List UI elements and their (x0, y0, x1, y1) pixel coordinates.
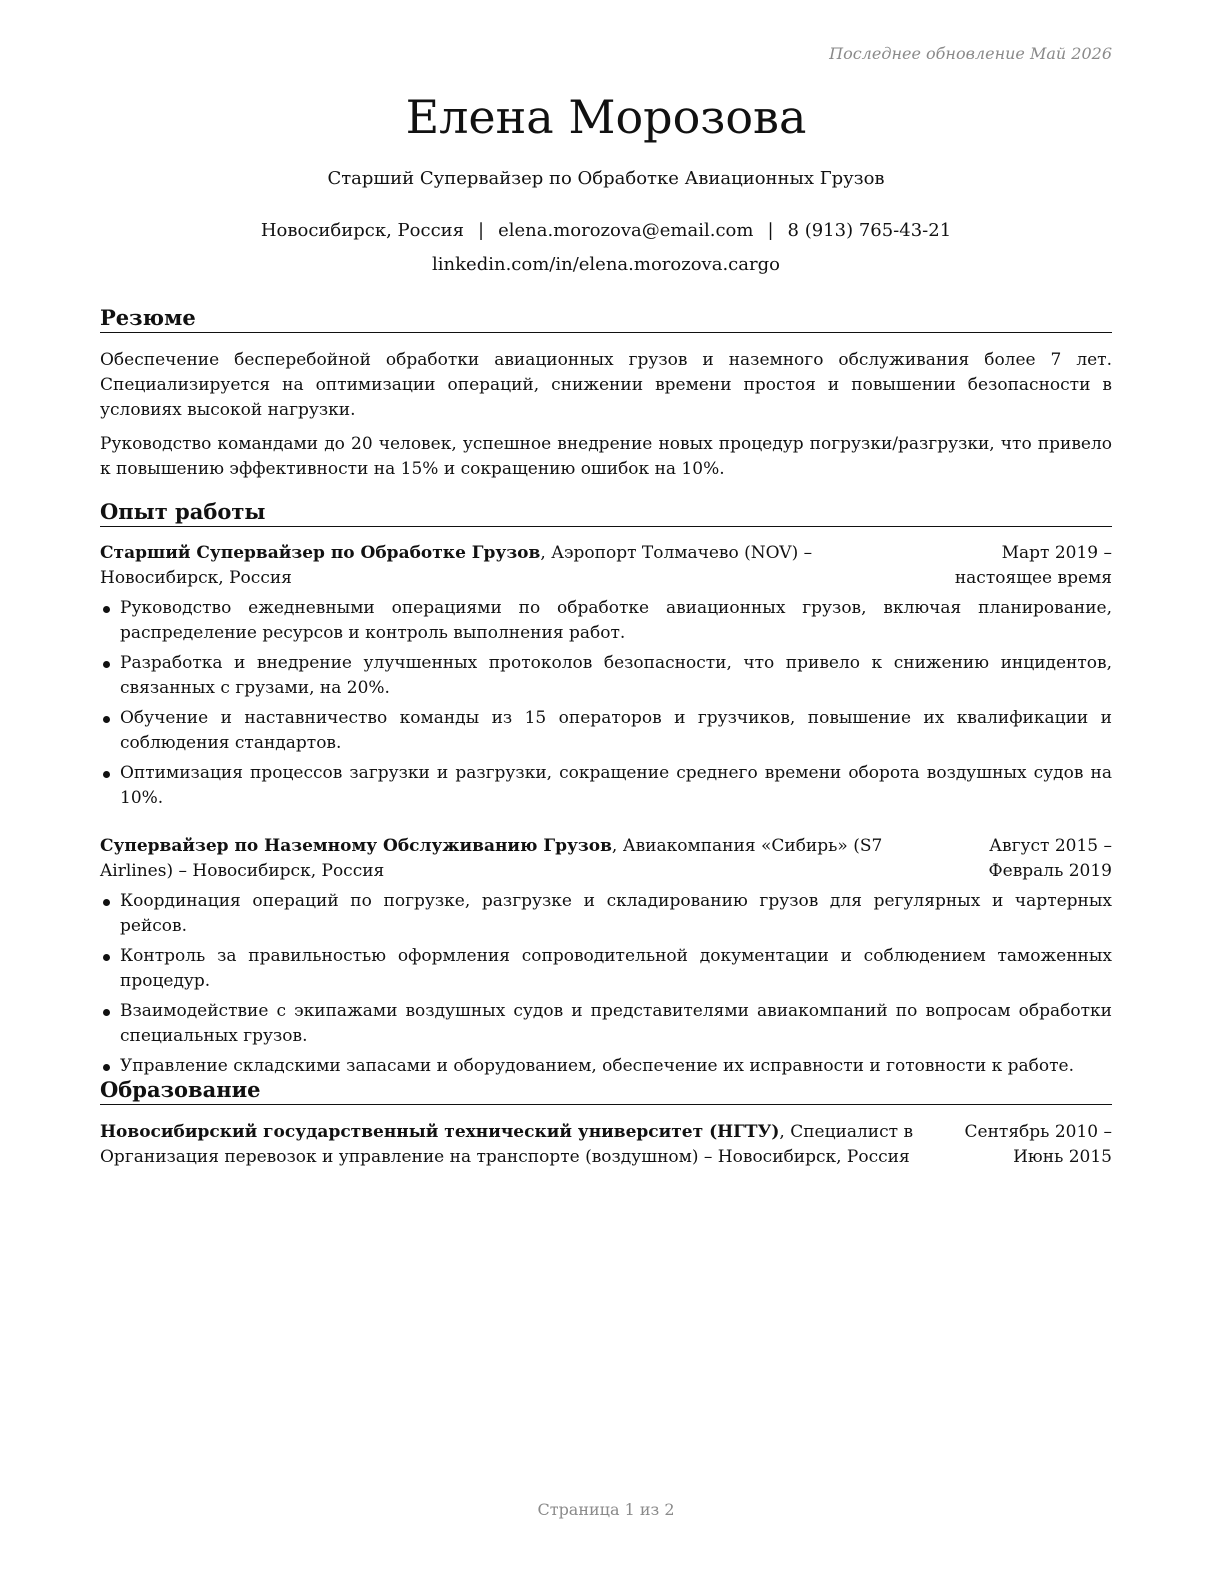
list-item: Координация операций по погрузке, разгрузке и складированию грузов для регулярных и чартерных рейсов. (100, 889, 1112, 939)
contact-separator: | (478, 220, 485, 241)
phone-number: 8 (913) 765-43-21 (787, 220, 952, 241)
list-item: Оптимизация процессов загрузки и разгрузки, сокращение среднего времени оборота воздушных судов на 10%. (100, 761, 1112, 811)
job-bullets (100, 596, 1112, 816)
candidate-role: Старший Супервайзер по Обработке Авиационных Грузов (327, 168, 885, 189)
contact-line (100, 219, 1112, 243)
email-link[interactable]: elena.morozova@email.com (498, 220, 754, 241)
section-title-summary: Резюме (100, 304, 1112, 333)
candidate-name: Елена Морозова (405, 90, 807, 144)
page-number: Страница 1 из 2 (537, 1500, 675, 1519)
job-position: Старший Супервайзер по Обработке Грузов (100, 543, 541, 563)
last-updated: Последнее обновление Май 2026 (829, 44, 1112, 63)
list-item: Взаимодействие с экипажами воздушных судов и представителями авиакомпаний по вопросам обработки специальных грузов. (100, 999, 1112, 1049)
summary-paragraph: Обеспечение бесперебойной обработки авиационных грузов и наземного обслуживания более 7 лет. Специализируется на оптимизации операций, снижении времени простоя и повышении безопасности в условиях высокой нагрузки. (100, 350, 1112, 420)
list-item: Контроль за правильностью оформления сопроводительной документации и соблюдением таможенных процедур. (100, 944, 1112, 994)
job-details: , Аэропорт Толмачево (NOV) – Новосибирск, Россия (100, 543, 813, 588)
list-item: Управление складскими запасами и оборудованием, обеспечение их исправности и готовности к работе. (100, 1054, 1112, 1079)
resume-page (100, 0, 1112, 1584)
education-dates: Сентябрь 2010 – Июнь 2015 (964, 1122, 1112, 1167)
list-item: Руководство ежедневными операциями по обработке авиационных грузов, включая планирование, распределение ресурсов и контроль выполнения работ. (100, 596, 1112, 646)
summary-paragraph: Руководство командами до 20 человек, успешное внедрение новых процедур погрузки/разгрузки, что привело к повышению эффективности на 15% и сокращению ошибок на 10%. (100, 434, 1112, 479)
job-dates: Август 2015 – Февраль 2019 (988, 836, 1112, 881)
linkedin-link[interactable]: linkedin.com/in/elena.morozova.cargo (432, 254, 780, 275)
education-institution: Новосибирский государственный технический университет (НГТУ) (100, 1122, 780, 1142)
education-details: , Специалист в Организация перевозок и управление на транспорте (воздушном) – Новосибирск, Россия (100, 1122, 914, 1167)
location: Новосибирск, Россия (260, 220, 465, 241)
job-details: , Авиакомпания «Сибирь» (S7 Airlines) – Новосибирск, Россия (100, 836, 883, 881)
contact-separator: | (767, 220, 774, 241)
job-dates: Март 2019 – настоящее время (954, 543, 1112, 588)
job-bullets (100, 889, 1112, 1084)
job-position: Супервайзер по Наземному Обслуживанию Грузов (100, 836, 612, 856)
list-item: Разработка и внедрение улучшенных протоколов безопасности, что привело к снижению инцидентов, связанных с грузами, на 20%. (100, 651, 1112, 701)
section-title-education: Образование (100, 1076, 1112, 1105)
list-item: Обучение и наставничество команды из 15 операторов и грузчиков, повышение их квалификации и соблюдения стандартов. (100, 706, 1112, 756)
section-title-experience: Опыт работы (100, 498, 1112, 527)
